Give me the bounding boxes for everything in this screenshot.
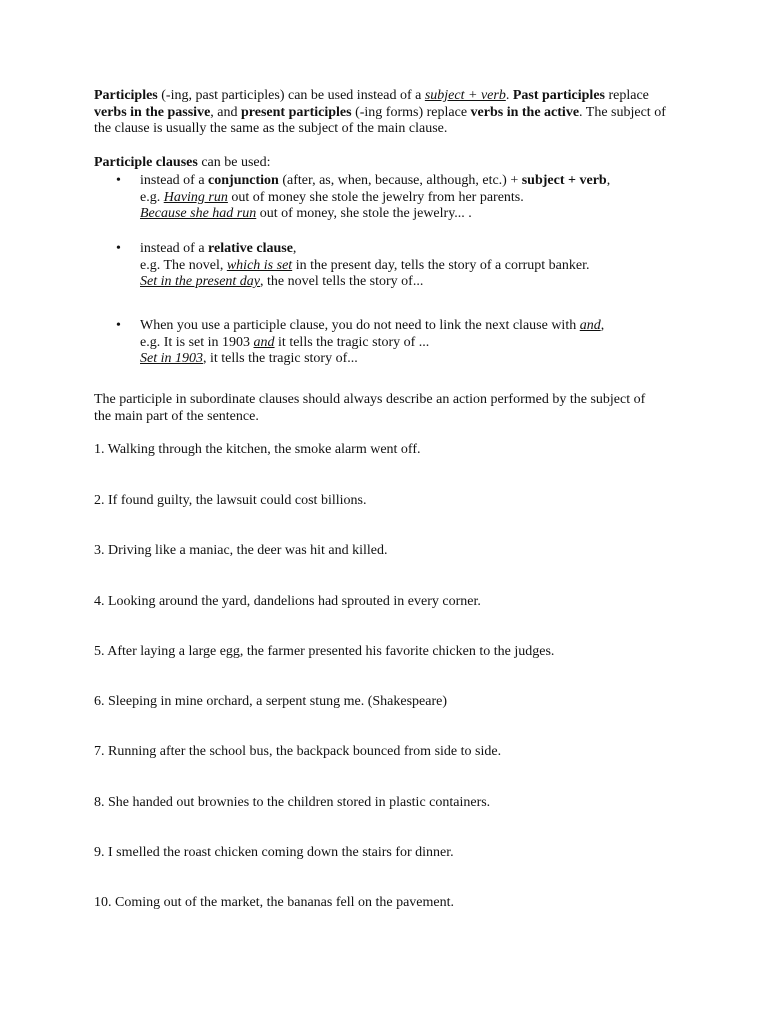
example-line xyxy=(140,206,680,223)
heading-text: can be used: xyxy=(197,155,271,170)
exercise-item: 5. After laying a large egg, the farmer presented his favorite chicken to the judges. xyxy=(94,644,555,659)
clauses-heading xyxy=(94,155,674,172)
text: instead of a xyxy=(140,241,209,256)
term-verbs-active: verbs in the active xyxy=(470,104,580,120)
term-past-participles: Past participles xyxy=(512,88,605,103)
highlighted-phrase: and xyxy=(579,318,601,333)
exercise-item: 8. She handed out brownies to the children stored in plastic containers. xyxy=(94,795,491,810)
term-present-participles: present participles xyxy=(241,104,352,120)
usage-line xyxy=(140,318,680,335)
term-participles: Participles xyxy=(94,88,158,103)
exercise-item: 4. Looking around the yard, dandelions had sprouted in every corner. xyxy=(94,594,481,609)
text: , xyxy=(606,173,611,188)
intro-text: (-ing forms) replace xyxy=(351,104,471,120)
highlighted-phrase: and xyxy=(253,334,275,350)
text: , xyxy=(600,318,605,333)
highlighted-phrase: Having run xyxy=(163,189,228,205)
exercise-item: 3. Driving like a maniac, the deer was hit and killed. xyxy=(94,543,388,558)
intro-text: replace xyxy=(604,88,649,103)
exercise-item: 7. Running after the school bus, the backpack bounced from side to side. xyxy=(94,744,502,759)
usage-item-text xyxy=(140,318,680,368)
bullet-icon: • xyxy=(116,318,121,333)
text: out of money, she stole the jewelry... . xyxy=(256,206,472,222)
text: , xyxy=(292,241,297,256)
exercise-item: 10. Coming out of the market, the bananas fell on the pavement. xyxy=(94,895,455,910)
highlighted-phrase: which is set xyxy=(226,257,293,273)
highlighted-phrase: Because she had run xyxy=(140,206,257,222)
usage-item-text xyxy=(140,173,680,223)
text: e.g. The novel, xyxy=(140,257,227,273)
exercise-item: 1. Walking through the kitchen, the smoke alarm went off. xyxy=(94,442,421,457)
term-verbs-passive: verbs in the passive xyxy=(94,104,211,120)
term-subject-verb: subject + verb xyxy=(521,173,607,188)
bullet-icon: • xyxy=(116,241,121,256)
highlighted-phrase: Set in the present day xyxy=(140,274,261,290)
text: , it tells the tragic story of... xyxy=(203,351,358,367)
usage-line xyxy=(140,173,680,190)
exercise-item: 9. I smelled the roast chicken coming down the stairs for dinner. xyxy=(94,845,454,860)
intro-text: . xyxy=(505,88,513,103)
text: instead of a xyxy=(140,173,209,188)
example-line xyxy=(140,351,680,368)
text: (after, as, when, because, although, etc.) + xyxy=(278,173,522,188)
exercise-item: 2. If found guilty, the lawsuit could cost billions. xyxy=(94,493,367,508)
term-participle-clauses: Participle clauses xyxy=(94,155,198,170)
intro-text: . The subject of the clause is usually the same as the subject of the main clause. xyxy=(94,104,666,137)
example-line xyxy=(140,258,680,275)
exercise-item: 6. Sleeping in mine orchard, a serpent stung me. (Shakespeare) xyxy=(94,694,448,709)
term-conjunction: conjunction xyxy=(208,173,279,188)
text: e.g. xyxy=(140,189,164,205)
text: When you use a participle clause, you do not need to link the next clause with xyxy=(140,318,580,333)
example-line xyxy=(140,190,680,207)
text: in the present day, tells the story of a corrupt banker. xyxy=(292,257,590,273)
text: it tells the tragic story of ... xyxy=(274,334,430,350)
example-line xyxy=(140,335,680,352)
text: e.g. It is set in 1903 xyxy=(140,334,254,350)
usage-item-text xyxy=(140,241,680,291)
text: out of money she stole the jewelry from her parents. xyxy=(227,189,524,205)
intro-paragraph xyxy=(94,88,674,138)
bullet-icon: • xyxy=(116,173,121,188)
intro-text: , and xyxy=(210,104,242,120)
term-relative-clause: relative clause xyxy=(208,241,293,256)
text: , the novel tells the story of... xyxy=(260,274,424,290)
example-line xyxy=(140,274,680,291)
highlighted-phrase: Set in 1903 xyxy=(140,351,203,367)
rule-paragraph: The participle in subordinate clauses should always describe an action performed by the subject of the main part of the sentence. xyxy=(94,392,646,424)
usage-line xyxy=(140,241,680,258)
subject-verb-term: subject + verb xyxy=(424,88,506,103)
intro-text: (-ing, past participles) can be used instead of a xyxy=(157,88,425,103)
